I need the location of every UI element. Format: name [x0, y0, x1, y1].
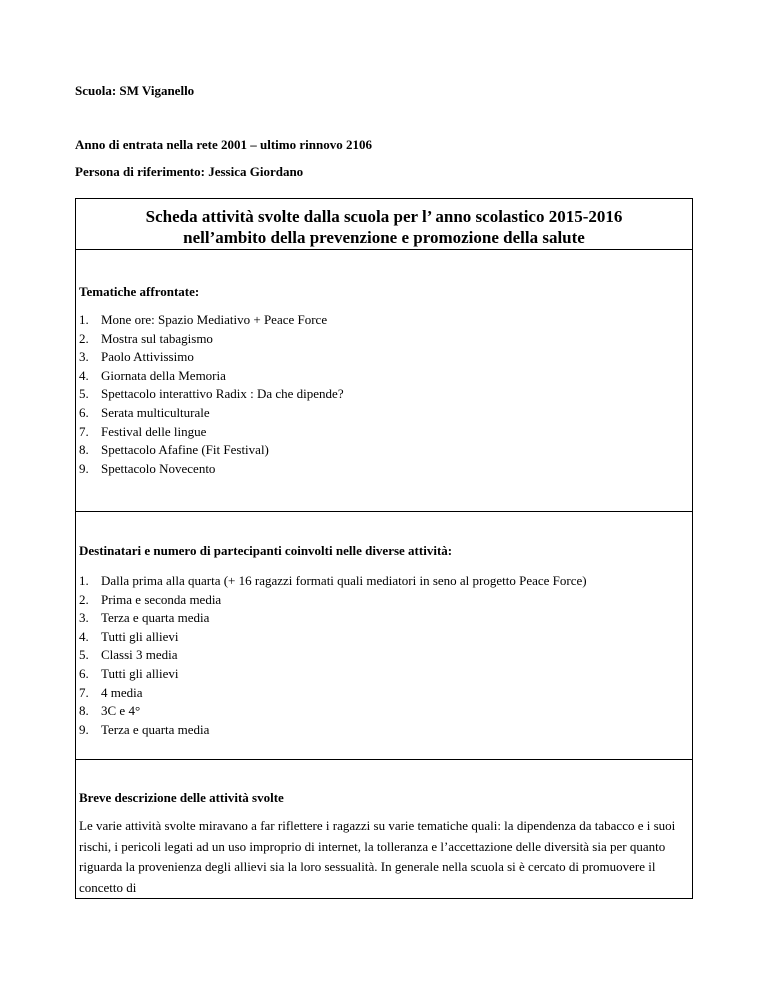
list-item: 4. Giornata della Memoria: [79, 367, 226, 383]
list-item: 6. Tutti gli allievi: [79, 665, 179, 681]
description-section: [75, 760, 693, 899]
participants-section: [75, 512, 693, 760]
list-item: 1. Mone ore: Spazio Mediativo + Peace Force: [79, 312, 328, 327]
list-item: 6. Serata multiculturale: [79, 404, 210, 420]
topics-list: [79, 311, 631, 478]
description-text: Le varie attività svolte miravano a far riflettere i ragazzi su varie tematiche quali: la dipendenza da tabacco e i suoi rischi, i pericoli legati ad un uso improprio di internet, la tolleranza e l’accettazione delle diversità sia per quanto riguarda la provenienza degli allievi sia la loro sessualità. In generale nella scuola si è cercato di promuovere il concetto di: [79, 818, 676, 895]
topics-section: [75, 250, 693, 512]
topics-heading: Tematiche affrontate:: [79, 284, 200, 299]
list-item: 4. Tutti gli allievi: [79, 628, 179, 644]
list-item: 3. Terza e quarta media: [79, 610, 210, 626]
list-item: 8. 3C e 4°: [79, 703, 141, 719]
list-item: 1. Dalla prima alla quarta (+ 16 ragazzi formati quali mediatori in seno al progetto Peace Force): [79, 573, 587, 588]
list-item: 3. Paolo Attivissimo: [79, 349, 194, 365]
description-heading: Breve descrizione delle attività svolte: [79, 790, 284, 805]
contact-person-line: Persona di riferimento: Jessica Giordano: [75, 164, 304, 179]
list-item: 8. Spettacolo Afafine (Fit Festival): [79, 442, 269, 458]
list-item: 9. Terza e quarta media: [79, 721, 210, 737]
participants-heading: Destinatari e numero di partecipanti coinvolti nelle diverse attività:: [79, 543, 453, 558]
participants-list: [79, 572, 631, 739]
list-item: 2. Prima e seconda media: [79, 591, 222, 607]
list-item: 5. Classi 3 media: [79, 647, 178, 663]
title-line-2: nell’ambito della prevenzione e promozione della salute: [183, 228, 585, 247]
document-title: [76, 206, 692, 248]
list-item: 2. Mostra sul tabagismo: [79, 330, 213, 346]
list-item: 7. 4 media: [79, 684, 143, 700]
school-line: Scuola: SM Viganello: [75, 83, 195, 98]
title-box: [75, 198, 693, 250]
title-line-1: Scheda attività svolte dalla scuola per l’ anno scolastico 2015-2016: [145, 207, 623, 226]
network-entry-line: Anno di entrata nella rete 2001 – ultimo rinnovo 2106: [75, 137, 372, 152]
list-item: 5. Spettacolo interattivo Radix : Da che dipende?: [79, 386, 344, 402]
list-item: 9. Spettacolo Novecento: [79, 460, 216, 476]
list-item: 7. Festival delle lingue: [79, 423, 207, 439]
